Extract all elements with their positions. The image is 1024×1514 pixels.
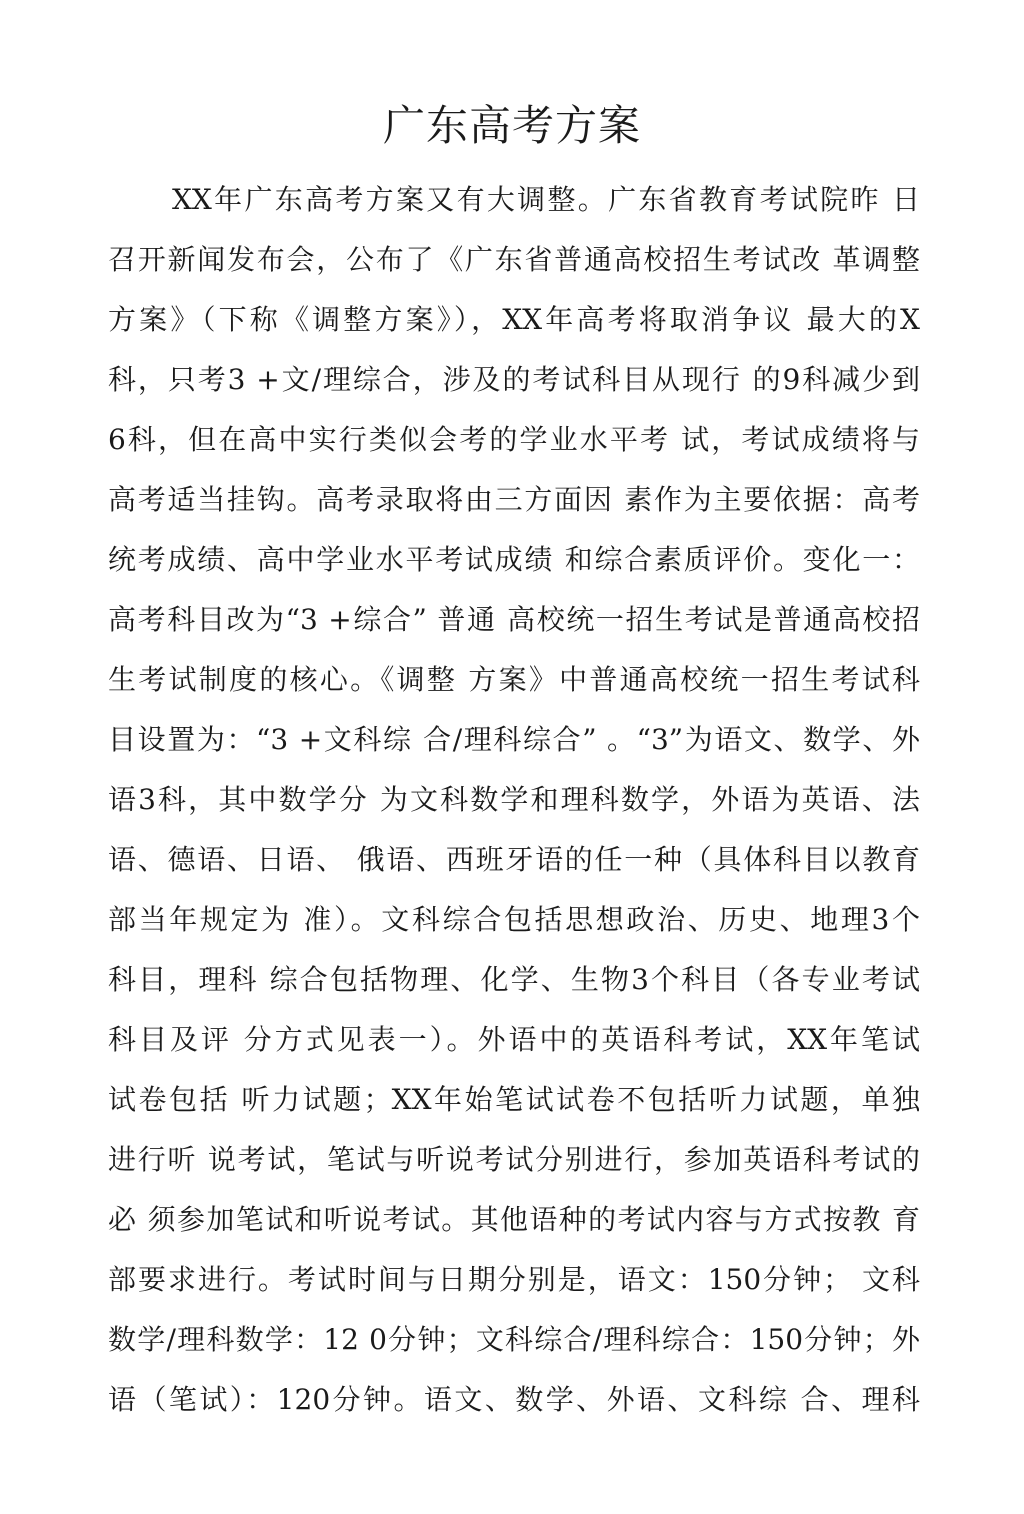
document-body bbox=[108, 170, 920, 1430]
body-line: 目设置为：“3 +文科综 合/理科综合” 。“3”为语文、数学、外 bbox=[108, 723, 920, 756]
body-line: 语3科，其中数学分 为文科数学和理科数学，外语为英语、法 bbox=[108, 783, 920, 816]
body-line: XX年广东高考方案又有大调整。广东省教育考试院昨 日 bbox=[172, 183, 920, 216]
body-line: 高考科目改为“3 +综合” 普通 高校统一招生考试是普通高校招 bbox=[108, 603, 920, 636]
body-line: 语（笔试）：120分钟。语文、数学、外语、文科综 合、理科 bbox=[108, 1383, 920, 1416]
document-title: 广东高考方案 bbox=[382, 101, 641, 150]
body-line: 数学/理科数学：12 0分钟；文科综合/理科综合：150分钟；外 bbox=[108, 1323, 920, 1356]
body-line: 进行听 说考试，笔试与听说考试分别进行，参加英语科考试的 bbox=[108, 1143, 920, 1176]
body-line: 试卷包括 听力试题；XX年始笔试试卷不包括听力试题，单独 bbox=[108, 1083, 920, 1116]
body-line: 部当年规定为 准）。文科综合包括思想政治、历史、地理3个 bbox=[108, 903, 920, 936]
body-line: 科目，理科 综合包括物理、化学、生物3个科目（各专业考试 bbox=[108, 963, 920, 996]
body-line: 6科，但在高中实行类似会考的学业水平考 试，考试成绩将与 bbox=[108, 423, 920, 456]
body-line: 高考适当挂钩。高考录取将由三方面因 素作为主要依据：高考 bbox=[108, 483, 920, 516]
body-line: 必 须参加笔试和听说考试。其他语种的考试内容与方式按教 育 bbox=[108, 1203, 920, 1236]
body-line: 方案》（下称《调整方案》），XX年高考将取消争议 最大的X bbox=[108, 303, 920, 336]
body-line: 语、德语、日语、 俄语、西班牙语的任一种（具体科目以教育 bbox=[108, 843, 920, 876]
body-line: 部要求进行。考试时间与日期分别是，语文：150分钟； 文科 bbox=[108, 1263, 920, 1296]
body-line: 科，只考3 +文/理综合，涉及的考试科目从现行 的9科减少到 bbox=[108, 363, 920, 396]
body-line: 科目及评 分方式见表一）。外语中的英语科考试，XX年笔试 bbox=[108, 1023, 920, 1056]
body-line: 生考试制度的核心。《调整 方案》中普通高校统一招生考试科 bbox=[108, 663, 920, 696]
body-line: 召开新闻发布会，公布了《广东省普通高校招生考试改 革调整 bbox=[108, 243, 920, 276]
body-line: 统考成绩、高中学业水平考试成绩 和综合素质评价。变化一： bbox=[108, 543, 920, 576]
